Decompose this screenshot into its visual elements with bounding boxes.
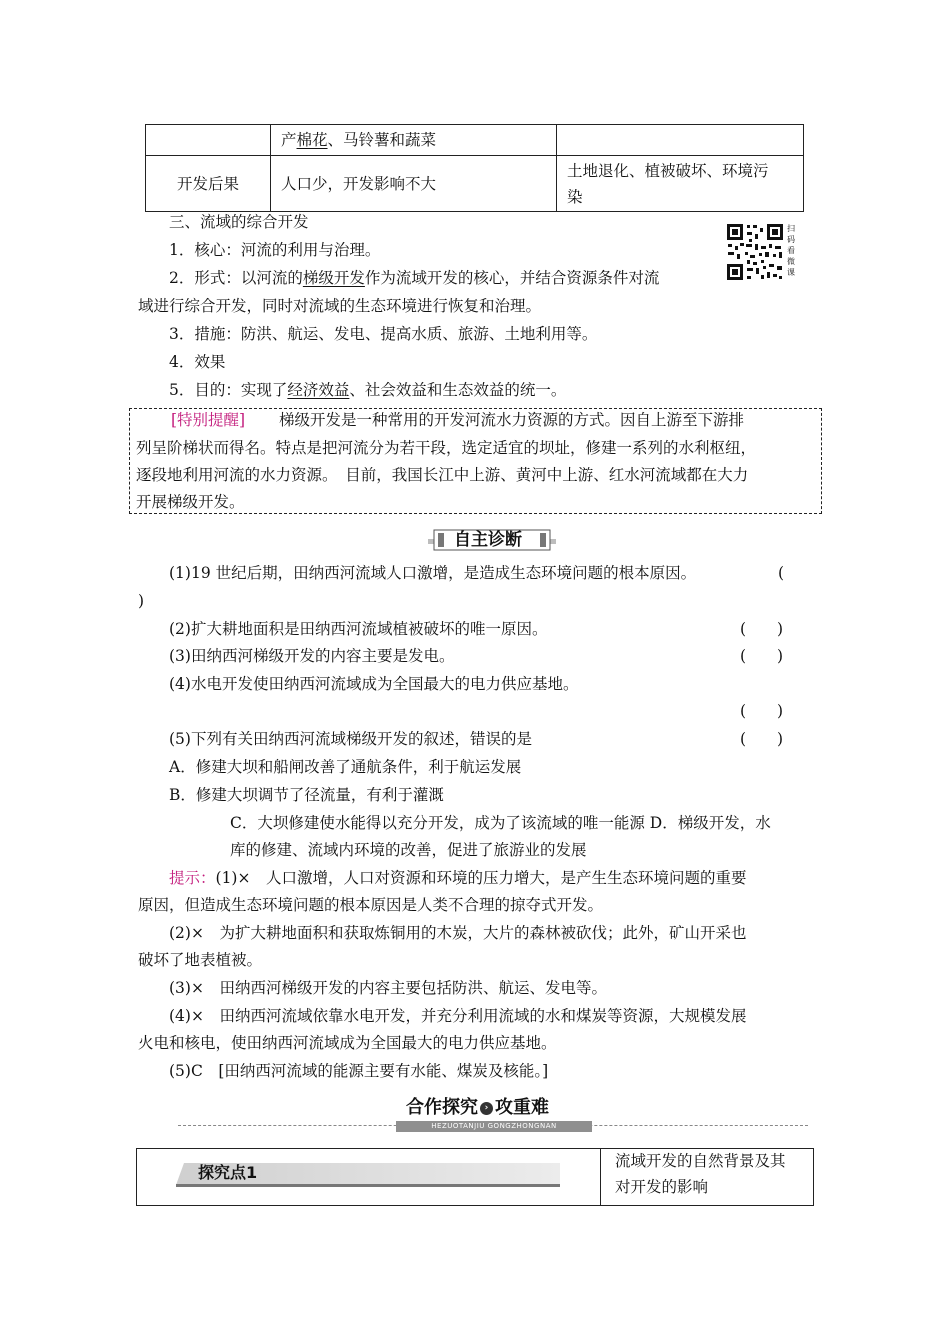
reminder-line: 列呈阶梯状而得名。特点是把河流分为若干段，选定适宜的坝址，修建一系列的水利枢纽， — [136, 439, 757, 457]
cell-line: 土地退化、植被破坏、环境污 — [567, 161, 769, 180]
text: 、社会效益和生态效益的统一。 — [349, 381, 567, 399]
reminder-line: 逐段地利用河流的水力资源。 目前，我国长江中上游、黄河中上游、红水河流域都在大力 — [136, 466, 749, 484]
paragraph: 1．核心：河流的利用与治理。 — [169, 241, 381, 259]
hint-1-continued: 原因，但造成生态环境问题的根本原因是人类不合理的掠夺式开发。 — [138, 896, 604, 914]
option-a: A．修建大坝和船闸改善了通航条件，利于航运发展 — [169, 758, 522, 776]
qr-caption-char: 课 — [787, 268, 795, 277]
answer-paren: ( ) — [740, 730, 784, 748]
option-c-d: C．大坝修建使水能得以充分开发，成为了该流域的唯一能源 D．梯级开发，水 — [230, 814, 771, 832]
reminder-line: 梯级开发是一种常用的开发河流水力资源的方式。因自上游至下游排 — [279, 411, 745, 429]
answer-paren-open: ( — [778, 564, 785, 582]
coop-title — [406, 1096, 549, 1120]
hint-4-continued: 火电和核电，使田纳西河流域成为全国最大的电力供应基地。 — [138, 1034, 557, 1052]
question-1: (1)19 世纪后期，田纳西河流域人口激增，是造成生态环境问题的根本原因。 — [169, 564, 697, 582]
hint-text: (1)× 人口激增，人口对资源和环境的压力增大，是产生生态环境问题的重要 — [215, 869, 747, 887]
paragraph — [169, 380, 566, 400]
cell-line: 染 — [567, 187, 583, 206]
explore-topic: 流域开发的自然背景及其 — [615, 1152, 786, 1170]
hint-4: (4)× 田纳西河流域依靠水电开发，并充分利用流域的水和煤炭等资源，大规模发展 — [169, 1007, 747, 1025]
arrow-circle-icon: › — [480, 1102, 493, 1115]
table-cell — [271, 125, 557, 156]
table-cell — [146, 125, 271, 156]
development-table — [145, 124, 804, 212]
coop-title-sub: 攻重难 — [495, 1097, 549, 1118]
answer-paren: ( ) — [740, 647, 784, 665]
text: 5．目的：实现了 — [169, 381, 288, 399]
table-cell — [557, 125, 804, 156]
option-d-continued: 库的修建、流域内环境的改善，促进了旅游业的发展 — [230, 841, 587, 859]
hint-5: (5)C [田纳西河流域的能源主要有水能、煤炭及核能。] — [169, 1062, 549, 1080]
question-3: (3)田纳西河梯级开发的内容主要是发电。 — [169, 647, 455, 665]
underlined-term: 梯级开发 — [302, 269, 365, 287]
question-4: (4)水电开发使田纳西河流域成为全国最大的电力供应基地。 — [169, 675, 579, 693]
cell-text-underlined: 棉花 — [296, 131, 328, 149]
cell-text: 产 — [281, 131, 297, 149]
qr-caption-char: 看 — [787, 246, 795, 255]
qr-caption-char: 码 — [787, 235, 795, 244]
table-cell: 人口少，开发影响不大 — [271, 156, 557, 212]
explore-tag: 探究点1 — [198, 1163, 258, 1182]
paragraph: 域进行综合开发，同时对流域的生态环境进行恢复和治理。 — [138, 297, 542, 315]
cell-text: 、马铃薯和蔬菜 — [327, 131, 437, 149]
hint-2-continued: 破坏了地表植被。 — [138, 951, 263, 969]
qr-caption-char: 扫 — [787, 224, 795, 233]
question-2: (2)扩大耕地面积是田纳西河流域植被破坏的唯一原因。 — [169, 620, 548, 638]
table-cell — [557, 156, 804, 212]
text: 2．形式：以河流的 — [169, 269, 303, 287]
qr-caption — [787, 223, 797, 278]
explore-topic-continued: 对开发的影响 — [615, 1178, 709, 1196]
option-b: B．修建大坝调节了径流量，有利于灌溉 — [169, 786, 444, 804]
paragraph — [169, 268, 659, 288]
hint-1 — [169, 868, 746, 888]
answer-paren: ( ) — [740, 702, 784, 720]
paragraph: 4．效果 — [169, 353, 226, 371]
section-heading: 三、流域的综合开发 — [169, 213, 309, 231]
paragraph: 3．措施：防洪、航运、发电、提高水质、旅游、土地利用等。 — [169, 325, 598, 343]
question-5: (5)下列有关田纳西河流域梯级开发的叙述，错误的是 — [169, 730, 532, 748]
qr-code-icon[interactable] — [725, 222, 785, 282]
hint-label: 提示： — [169, 869, 216, 887]
reminder-line: 开展梯级开发。 — [136, 493, 245, 511]
diagnosis-title: 自主诊断 — [454, 530, 522, 550]
row-header-cell: 开发后果 — [146, 156, 271, 212]
hint-2: (2)× 为扩大耕地面积和获取炼铜用的木炭，大片的森林被砍伐；此外，矿山开采也 — [169, 924, 747, 942]
answer-paren-close: ) — [138, 592, 145, 610]
answer-paren: ( ) — [740, 620, 784, 638]
hint-3: (3)× 田纳西河梯级开发的内容主要包括防洪、航运、发电等。 — [169, 979, 607, 997]
reminder-tag: [特别提醒] — [171, 411, 246, 429]
qr-caption-char: 微 — [787, 257, 795, 266]
explore-divider — [600, 1148, 601, 1206]
text: 作为流域开发的核心，并结合资源条件对流 — [364, 269, 660, 287]
underlined-term: 经济效益 — [287, 381, 350, 399]
coop-title-main: 合作探究 — [406, 1097, 478, 1118]
coop-pinyin-band: HEZUOTANJIU GONGZHONGNAN — [396, 1121, 592, 1132]
